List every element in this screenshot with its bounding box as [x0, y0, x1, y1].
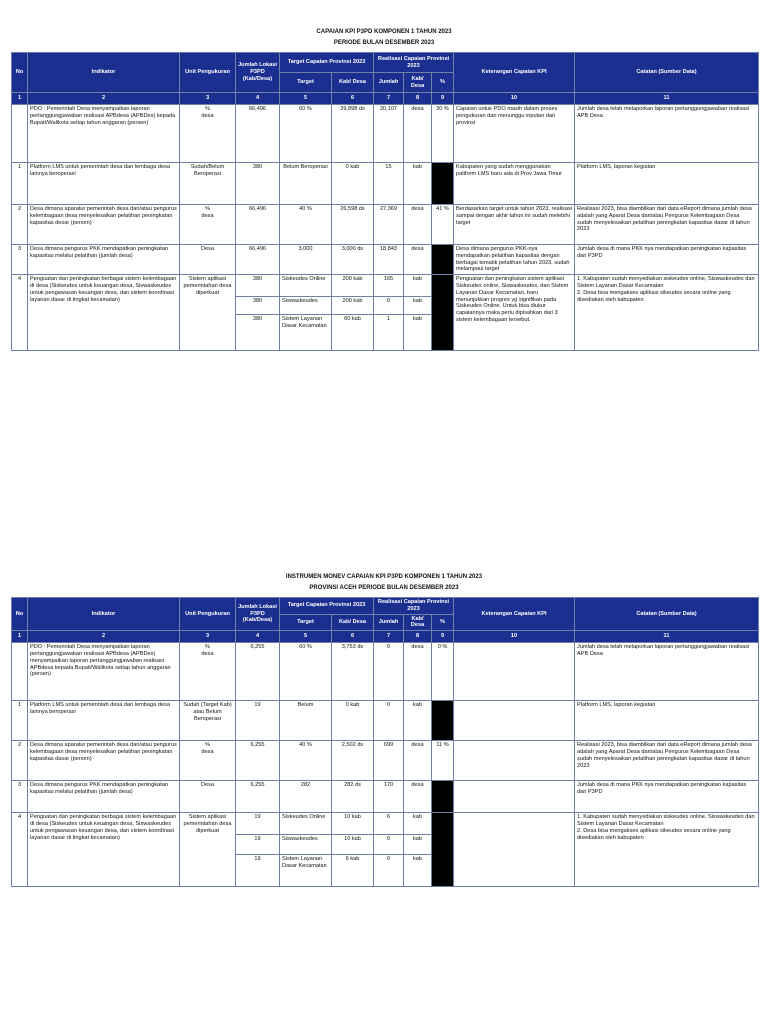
col-number: 3 [180, 93, 236, 105]
row-no [12, 105, 28, 163]
row-jumlah: 165 [374, 275, 404, 297]
table-row [12, 741, 759, 781]
col-number: 10 [454, 93, 575, 105]
row-target: Siskeudes Online [280, 813, 332, 835]
col-number: 4 [236, 631, 280, 643]
row-jumlah: 18,843 [374, 245, 404, 275]
row-no: 2 [12, 205, 28, 245]
table-row [12, 275, 759, 297]
row-target-kab-desa: 39,898 ds [332, 105, 374, 163]
header-no: No [12, 53, 28, 93]
header-no: No [12, 598, 28, 631]
row-keterangan: Desa dimana pengurus PKK-nya mendapatkan pelatihan kapasitas dengan berbagai tematik pelatihan tahun 2023, sudah melampaui target [454, 245, 575, 275]
row-real-kab-desa: desa [404, 105, 432, 163]
row-persen: 41 % [432, 205, 454, 245]
row-unit: Sistem aplikasi pemerintahan desa diperkuat [180, 813, 236, 887]
row-target-kab-desa: 0 kab [332, 163, 374, 205]
row-jumlah: 1 [374, 315, 404, 351]
col-number: 2 [28, 93, 180, 105]
row-persen: 0 % [432, 643, 454, 701]
row-lokasi: 19 [236, 855, 280, 887]
row-real-kab-desa: kab [404, 835, 432, 855]
col-number: 6 [332, 93, 374, 105]
row-jumlah: 0 [374, 297, 404, 315]
row-target: 40 % [280, 741, 332, 781]
row-real-kab-desa: kab [404, 297, 432, 315]
row-catatan: Platform LMS, laporan kegiatan [575, 701, 759, 741]
row-persen: 11 % [432, 741, 454, 781]
row-target: 3,000 [280, 245, 332, 275]
header-keterangan: Keterangan Capaian KPI [454, 598, 575, 631]
row-persen [432, 245, 454, 275]
table2 [11, 597, 759, 887]
row-unit: Sudah/Belum Beroperasi [180, 163, 236, 205]
row-lokasi: 380 [236, 275, 280, 297]
row-target-kab-desa: 10 kab [332, 835, 374, 855]
row-catatan: Realisasi 2023, bisa diambilkan dari data eReport dimana jumlah desa adalah yang Aparat Desa dan/atau Pengurus Kelembagaan Desa sudah menyelesaikan pelatihan peningkatan kapasitas dasar di tahun 2023 [575, 741, 759, 781]
row-no: 3 [12, 781, 28, 813]
row-real-kab-desa: kab [404, 163, 432, 205]
row-no: 2 [12, 741, 28, 781]
header-kab-desa: Kab/ Desa [404, 614, 432, 631]
row-target-kab-desa: 2,502 ds [332, 741, 374, 781]
header-lokasi: Jumlah Lokasi P3PD (Kab/Desa) [236, 53, 280, 93]
row-unit: % desa [180, 643, 236, 701]
row-target-kab-desa: 200 kab [332, 275, 374, 297]
row-jumlah: 0 [374, 835, 404, 855]
header-catatan: Catatan (Sumber Data) [575, 53, 759, 93]
row-real-kab-desa: kab [404, 701, 432, 741]
header-jumlah: Jumlah [374, 73, 404, 93]
header-jumlah: Jumlah [374, 614, 404, 631]
row-target: Sistem Layanan Dasar Kecamatan [280, 855, 332, 887]
row-keterangan [454, 781, 575, 813]
row-lokasi: 66,496 [236, 205, 280, 245]
row-real-kab-desa: kab [404, 855, 432, 887]
row-unit: % desa [180, 105, 236, 163]
header-target-group: Target Capaian Provinsi 2023 [280, 598, 374, 615]
header-target-group: Target Capaian Provinsi 2023 [280, 53, 374, 73]
row-jumlah: 15 [374, 163, 404, 205]
table2-title: INSTRUMEN MONEV CAPAIAN KPI P3PD KOMPONEN 1 TAHUN 2023 [285, 574, 483, 580]
row-indikator: PDO : Pemerintah Desa menyampaikan laporan pertanggungjawaban realisasi APBdesa (APBDes) kepada Bupati/Walikota setiap tahun anggaran (persen) [28, 105, 180, 163]
table-row [12, 163, 759, 205]
row-unit: Desa [180, 245, 236, 275]
row-real-kab-desa: desa [404, 643, 432, 701]
row-real-kab-desa: desa [404, 245, 432, 275]
row-indikator: Desa dimana aparatur pemerintah desa dan/atau pengurus kelembagaan desa menyelesaikan pelatihan peningkatan kapasitas desar (persen) [28, 205, 180, 245]
row-target: Siswaskeudes [280, 835, 332, 855]
row-lokasi: 19 [236, 701, 280, 741]
row-target: 60 % [280, 643, 332, 701]
row-unit: Desa [180, 781, 236, 813]
row-unit: Sistem aplikasi pemerintahan desa diperkuat [180, 275, 236, 351]
row-keterangan [454, 643, 575, 701]
header-unit: Unit Pengukuran [180, 53, 236, 93]
row-lokasi: 6,255 [236, 643, 280, 701]
header-catatan: Catatan (Sumber Data) [575, 598, 759, 631]
table1-title: CAPAIAN KPI P3PD KOMPONEN 1 TAHUN 2023 [316, 29, 452, 35]
row-jumlah: 0 [374, 855, 404, 887]
row-catatan: Jumlah desa di mana PKK nya mendapatkan peningkatan kapasitas dari P3PD [575, 245, 759, 275]
row-target-kab-desa: 200 kab [332, 297, 374, 315]
row-indikator: Penguatan dan peningkatan berbagai sistem kelembagaan di desa (Siskeudes untuk keuangan desa, Siswaskeudes untuk pengawasan keuangan desa, dan sistem koordinasi layanan dasar di tingkat kecamatan) [28, 275, 180, 351]
row-real-kab-desa: desa [404, 781, 432, 813]
row-real-kab-desa: kab [404, 275, 432, 297]
header-realisasi-group: Realisasi Capaian Provinsi 2023 [374, 598, 454, 615]
row-persen [432, 275, 454, 351]
table-row [12, 813, 759, 835]
table-row [12, 781, 759, 813]
row-catatan: 1. Kabupaten sudah menyediakan siskeudes online, Siswaskeudes dan Sistem Layanan Dasar Kecamatan 2. Desa bisa mengakses aplikasi sikeudes secara online yang disediakan oleh kabupaten [575, 275, 759, 351]
row-catatan: 1. Kabupaten sudah menyediakan siskeudes online, Siswaskeudes dan Sistem Layanan Dasar Kecamatan 2. Desa bisa mengakses aplikasi sikeudes secara online yang disediakan oleh kabupaten [575, 813, 759, 887]
col-number: 10 [454, 631, 575, 643]
col-number: 1 [12, 93, 28, 105]
row-target-kab-desa: 0 kab [332, 701, 374, 741]
row-catatan: Platform LMS, laporan kegiatan [575, 163, 759, 205]
row-target: Sistem Layanan Dasar Kecamatan [280, 315, 332, 351]
row-no: 4 [12, 813, 28, 887]
row-target-kab-desa: 6 kab [332, 855, 374, 887]
row-no: 1 [12, 701, 28, 741]
table-row [12, 701, 759, 741]
row-persen: 30 % [432, 105, 454, 163]
row-no: 4 [12, 275, 28, 351]
row-indikator: Platform LMS untuk pemerintah desa dan lembaga desa lainnya beroperasi [28, 701, 180, 741]
row-lokasi: 19 [236, 813, 280, 835]
row-target: 282 [280, 781, 332, 813]
row-jumlah: 6 [374, 813, 404, 835]
table-row [12, 105, 759, 163]
row-catatan: Realisasi 2023, bisa diambilkan dari data eReport dimana jumlah desa adalah yang Aparat Desa dan/atau Pengurus Kelembagaan Desa sudah menyelesaikan pelatihan peningkatan kapasitas dasar di tahun 2023 [575, 205, 759, 245]
header-lokasi: Jumlah Lokasi P3PD (Kab/Desa) [236, 598, 280, 631]
row-keterangan: Penguatan dan peningkatan sistem aplikasi Siskeudes online, Siswaskeudes, dan Sistem Layanan Dasar Kecamatan, baru menunjukkan progres yg signifikan pada Siskeudes Online. Untuk bisa diukur capaiannya maka perlu dipisahkan dari 3 sistem kelembagaan tersebut. [454, 275, 575, 351]
table1-subtitle: PERIODE BULAN DESEMBER 2023 [333, 40, 435, 46]
row-jumlah: 170 [374, 781, 404, 813]
col-number: 5 [280, 93, 332, 105]
row-indikator: Desa dimana pengurus PKK mendapatkan peningkatan kapasitas melalui pelatihan (jumlah desa) [28, 245, 180, 275]
row-keterangan [454, 741, 575, 781]
row-lokasi: 6,255 [236, 781, 280, 813]
row-jumlah: 699 [374, 741, 404, 781]
col-number: 1 [12, 631, 28, 643]
header-kab-desa: Kab/ Desa [404, 73, 432, 93]
row-no: 1 [12, 163, 28, 205]
row-target-kab-desa: 282 ds [332, 781, 374, 813]
col-number: 8 [404, 93, 432, 105]
header-keterangan: Keterangan Capaian KPI [454, 53, 575, 93]
row-real-kab-desa: desa [404, 205, 432, 245]
row-indikator: Desa dimana aparatur pemerintah desa dan/atau pengurus kelembagaan desa menyelesaikan pelatihan peningkatan kapasitas dasar (persen) [28, 741, 180, 781]
row-keterangan [454, 813, 575, 887]
row-target: 40 % [280, 205, 332, 245]
header-persen: % [432, 73, 454, 93]
header-kab-desa: Kab/ Desa [332, 614, 374, 631]
col-number: 6 [332, 631, 374, 643]
row-indikator: Platform LMS untuk pemerintah desa dan lembaga desa lainnya beroperasi [28, 163, 180, 205]
col-number: 2 [28, 631, 180, 643]
header-persen: % [432, 614, 454, 631]
row-target: Belum [280, 701, 332, 741]
row-no [12, 643, 28, 701]
table1 [11, 52, 759, 351]
row-target: Belum Beroperasi [280, 163, 332, 205]
row-jumlah: 0 [374, 643, 404, 701]
row-target-kab-desa: 26,598 ds [332, 205, 374, 245]
col-number: 3 [180, 631, 236, 643]
row-unit: % desa [180, 205, 236, 245]
row-indikator: Desa dimana pengurus PKK mendapatkan peningkatan kapasitas melalui pelatihan (jumlah desa) [28, 781, 180, 813]
row-keterangan [454, 701, 575, 741]
row-target-kab-desa: 3,000 ds [332, 245, 374, 275]
row-real-kab-desa: desa [404, 741, 432, 781]
row-catatan: Jumlah desa di mana PKK nya mendapatkan peningkatan kapasitas dari P3PD [575, 781, 759, 813]
row-unit: % desa [180, 741, 236, 781]
col-number: 7 [374, 93, 404, 105]
row-lokasi: 6,255 [236, 741, 280, 781]
row-persen [432, 701, 454, 741]
col-number: 11 [575, 631, 759, 643]
row-target: Siswaskeudes [280, 297, 332, 315]
row-persen [432, 813, 454, 887]
row-persen [432, 163, 454, 205]
row-catatan: Jumlah desa telah melaporkan laporan pertanggungjawaban realisasi APB Desa [575, 105, 759, 163]
row-indikator: PDO : Pemerintah Desa menyampaikan laporan pertanggungjawaban realisasi APBdesa (APBDes) menyampaikan laporan pertanggungjawaban realisasi APBdesa kepada Bupati/Walikota setiap tahun anggaran (persen) [28, 643, 180, 701]
col-number: 11 [575, 93, 759, 105]
header-kab-desa: Kab/ Desa [332, 73, 374, 93]
row-real-kab-desa: kab [404, 315, 432, 351]
row-jumlah: 27,369 [374, 205, 404, 245]
row-keterangan: Berdasarkan target untuk tahun 2023, realisasi sampai dengan akhir tahun ini sudah melebihi target [454, 205, 575, 245]
header-target: Target [280, 614, 332, 631]
col-number: 9 [432, 631, 454, 643]
row-lokasi: 19 [236, 835, 280, 855]
col-number: 5 [280, 631, 332, 643]
row-target-kab-desa: 60 kab [332, 315, 374, 351]
row-unit: Sudah (Target Kab) atau Belum Beroperasi [180, 701, 236, 741]
col-number: 4 [236, 93, 280, 105]
header-indikator: Indikator [28, 598, 180, 631]
row-target: Siskeudes Online [280, 275, 332, 297]
row-target-kab-desa: 3,753 ds [332, 643, 374, 701]
col-number: 8 [404, 631, 432, 643]
header-indikator: Indikator [28, 53, 180, 93]
table-row [12, 245, 759, 275]
row-catatan: Jumlah desa telah melaporkan laporan pertanggungjawaban realisasi APB Desa [575, 643, 759, 701]
header-unit: Unit Pengukuran [180, 598, 236, 631]
row-keterangan: Kabupaten yang sudah menggunakan paltform LMS baru ada di Prov Jawa Timur [454, 163, 575, 205]
header-target: Target [280, 73, 332, 93]
col-number: 9 [432, 93, 454, 105]
row-no: 3 [12, 245, 28, 275]
row-keterangan: Capaian untuk PDO masih dalam proses pengukuran dan menunggu inputan dari provinsi [454, 105, 575, 163]
table2-subtitle: PROVINSI ACEH PERIODE BULAN DESEMBER 2023 [309, 585, 459, 591]
row-lokasi: 380 [236, 297, 280, 315]
row-jumlah: 0 [374, 701, 404, 741]
row-jumlah: 20,107 [374, 105, 404, 163]
row-indikator: Penguatan dan peningkatan berbagai sistem kelembagaan di desa (Siskeudes untuk keuangan desa, Siswaskeudes untuk pengawasan keuangan desa, dan sistem koordinasi layanan dasar di tingkat kecamatan) [28, 813, 180, 887]
table-row [12, 643, 759, 701]
row-lokasi: 66,496 [236, 105, 280, 163]
row-target: 60 % [280, 105, 332, 163]
row-lokasi: 380 [236, 163, 280, 205]
row-real-kab-desa: kab [404, 813, 432, 835]
row-target-kab-desa: 10 kab [332, 813, 374, 835]
row-lokasi: 380 [236, 315, 280, 351]
row-lokasi: 66,496 [236, 245, 280, 275]
row-persen [432, 781, 454, 813]
table-row [12, 205, 759, 245]
header-realisasi-group: Realisasi Capaian Provinsi 2023 [374, 53, 454, 73]
col-number: 7 [374, 631, 404, 643]
